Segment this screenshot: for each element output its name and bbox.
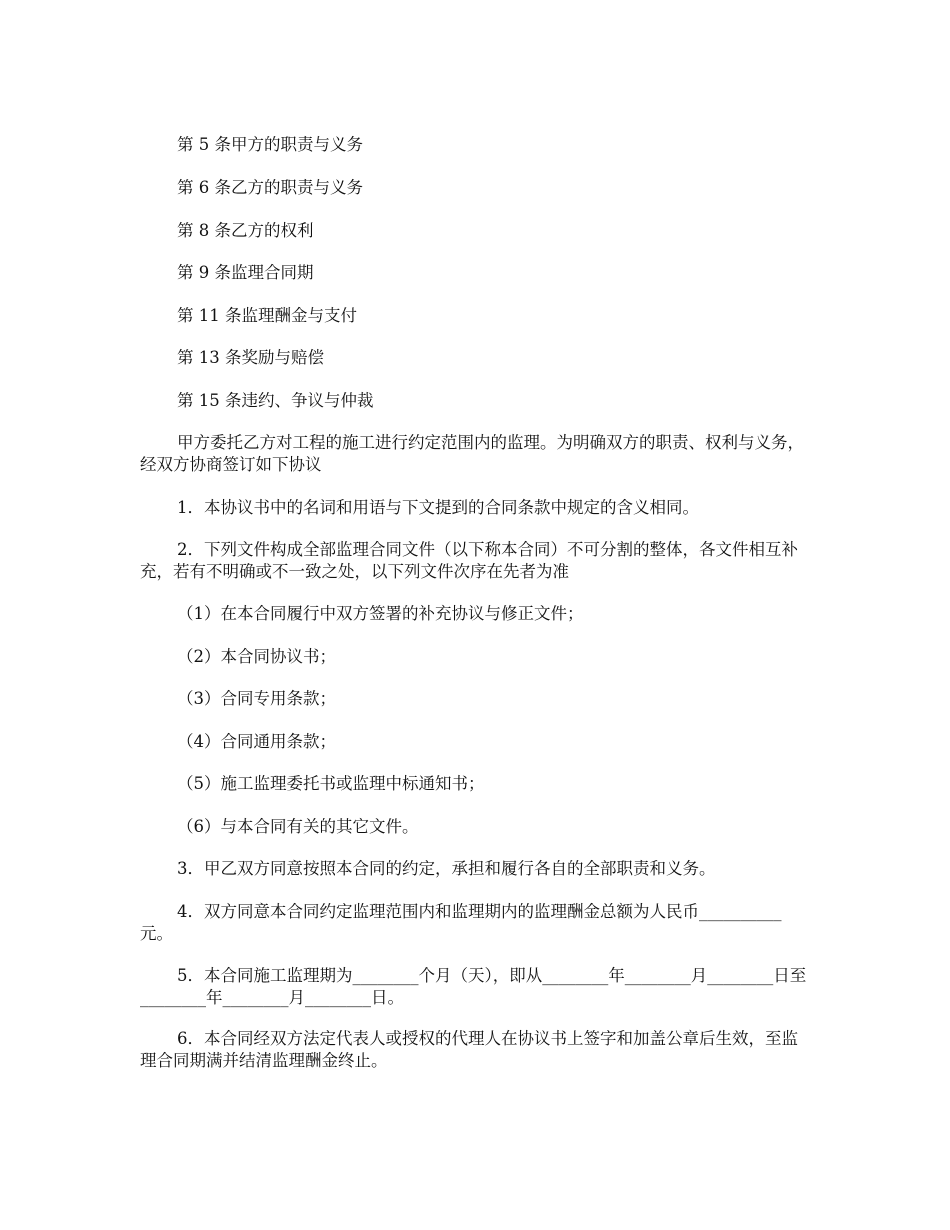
toc-item: 第 13 条奖励与赔偿 [177,348,324,367]
toc-item: 第 6 条乙方的职责与义务 [177,178,363,197]
clause-1: 1．本协议书中的名词和用语与下文提到的合同条款中规定的含义相同。 [177,498,699,517]
clause-3: 3．甲乙双方同意按照本合同的约定，承担和履行各自的全部职责和义务。 [177,859,716,878]
clause-6: 6．本合同经双方法定代表人或授权的代理人在协议书上签字和加盖公章后生效，至监理合同期满并结清监理酬金终止。 [140,1029,798,1070]
document-list-item: （1）在本合同履行中双方签署的补充协议与修正文件； [177,604,584,623]
toc-item: 第 11 条监理酬金与支付 [177,306,357,325]
clause-5: 5．本合同施工监理期为________个月（天），即从________年________月________日至________年________月________日。 [140,966,807,1007]
document-list-item: （3）合同专用条款； [177,689,336,708]
clause-4: 4．双方同意本合同约定监理范围内和监理期内的监理酬金总额为人民币__________元。 [140,902,782,943]
document-list-item: （6）与本合同有关的其它文件。 [177,817,419,836]
document-list-item: （2）本合同协议书； [177,647,336,666]
document-list-item: （5）施工监理委托书或监理中标通知书； [177,774,485,793]
toc-item: 第 5 条甲方的职责与义务 [177,135,363,154]
document-list-item: （4）合同通用条款； [177,732,336,751]
clause-2: 2．下列文件构成全部监理合同文件（以下称本合同）不可分割的整体，各文件相互补充，若有不明确或不一致之处，以下列文件次序在先者为准 [140,540,798,581]
toc-item: 第 15 条违约、争议与仲裁 [177,391,374,410]
toc-item: 第 8 条乙方的权利 [177,221,314,240]
toc-item: 第 9 条监理合同期 [177,263,314,282]
intro-paragraph: 甲方委托乙方对工程的施工进行约定范围内的监理。为明确双方的职责、权利与义务，经双方协商签订如下协议 [140,433,804,474]
